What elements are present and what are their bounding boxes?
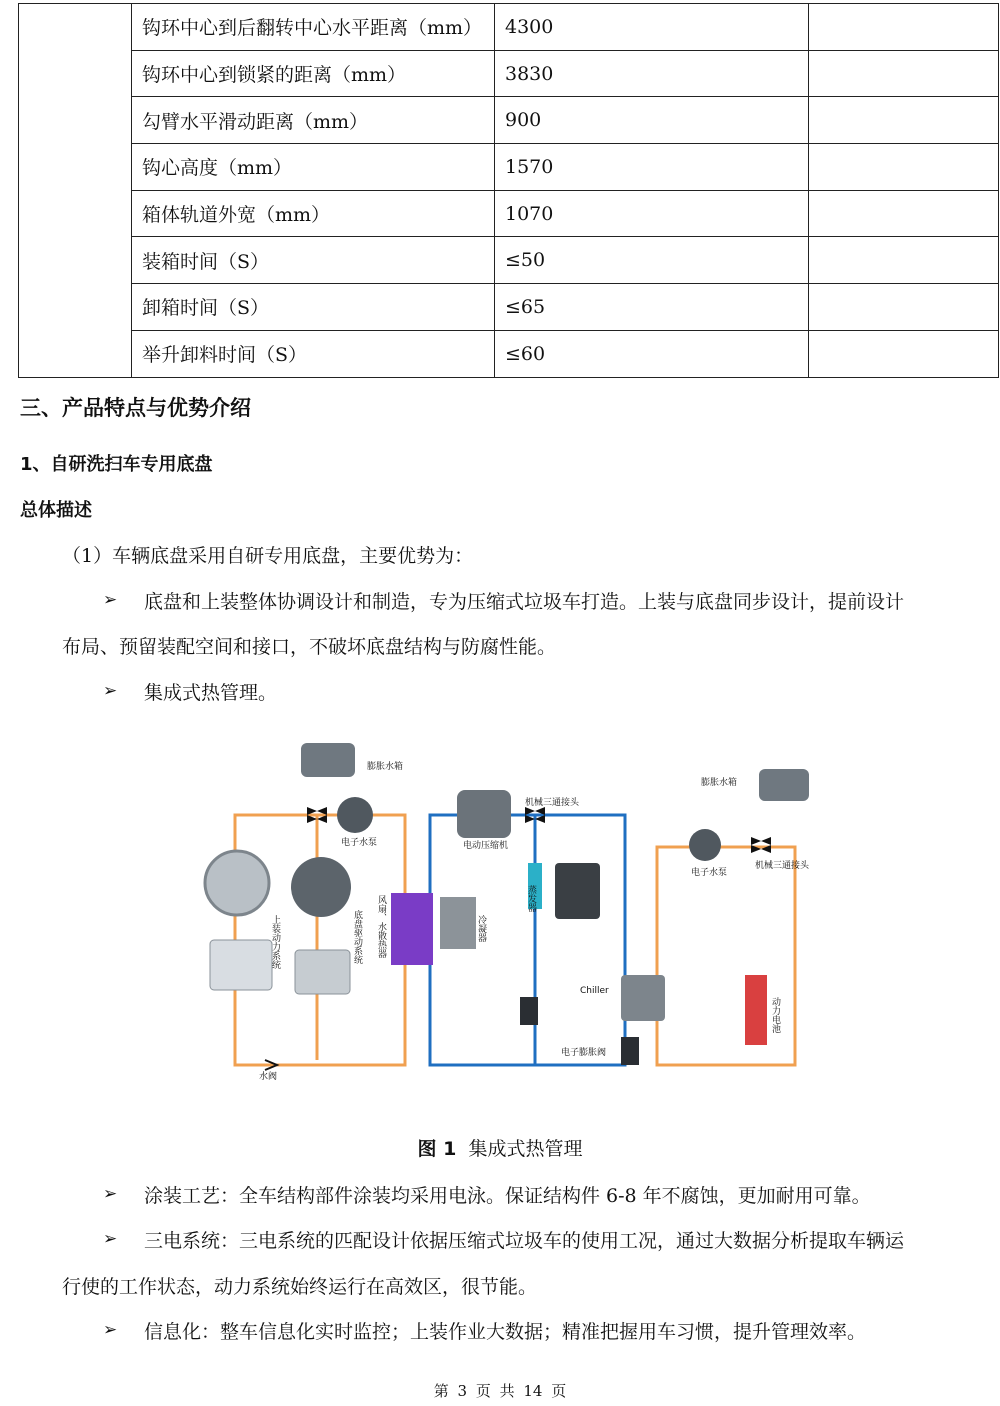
bullet-marker: ➢ [103, 1229, 118, 1249]
fan-radiator-icon [391, 893, 433, 965]
spec-table [18, 3, 999, 378]
label-evaporator: 蒸发器 [526, 885, 536, 912]
spec-value: ≤65 [495, 284, 809, 331]
pump-icon [337, 797, 373, 833]
label-pump-2: 电子水泵 [691, 868, 728, 878]
spec-label: 举升卸料时间（S） [132, 330, 495, 377]
spec-table-body [19, 4, 999, 378]
spec-label: 装箱时间（S） [132, 237, 495, 284]
bullet-5-line-1: 信息化：整车信息化实时监控；上装作业大数据；精准把握用车习惯，提升管理效率。 [144, 1321, 867, 1343]
overview-title: 总体描述 [20, 500, 92, 521]
figure-number: 图 1 [417, 1138, 457, 1160]
spec-note [809, 237, 999, 284]
spec-row [19, 4, 999, 51]
spec-row [19, 50, 999, 97]
bullet-marker: ➢ [103, 681, 118, 701]
bullet-1-line-2: 布局、预留装配空间和接口，不破坏底盘结构与防腐性能。 [62, 636, 557, 658]
label-compressor: 电动压缩机 [463, 841, 509, 851]
page-footer: 第 3 页 共 14 页 [433, 1382, 567, 1400]
condenser-icon [440, 897, 476, 949]
spec-value: ≤50 [495, 237, 809, 284]
expansion-tank-icon [759, 769, 809, 801]
expansion-tank-icon [301, 743, 355, 777]
label-expansion-tank-2: 膨胀水箱 [701, 778, 738, 788]
spec-value: 1570 [495, 144, 809, 191]
figure-caption-text: 集成式热管理 [468, 1138, 583, 1160]
figure-caption [0, 1134, 1000, 1161]
bullet-1-line-1: 底盘和上装整体协调设计和制造，专为压缩式垃圾车打造。上装与底盘同步设计，提前设计 [144, 591, 905, 613]
spec-row [19, 237, 999, 284]
bullet-marker: ➢ [103, 590, 118, 610]
spec-label: 箱体轨道外宽（mm） [132, 190, 495, 237]
thermal-management-diagram [195, 735, 825, 1095]
spec-label: 钩环中心到锁紧的距离（mm） [132, 50, 495, 97]
label-battery: 动力电池 [770, 997, 780, 1033]
label-pump-1: 电子水泵 [341, 838, 378, 848]
label-tee-1: 机械三通接头 [525, 798, 580, 808]
spec-row [19, 97, 999, 144]
spec-value: 4300 [495, 4, 809, 51]
spec-value: 1070 [495, 190, 809, 237]
spec-note [809, 330, 999, 377]
bullet-marker: ➢ [103, 1184, 118, 1204]
evaporator-unit-icon [555, 863, 600, 919]
label-fan-radiator: 风扇、水散热器 [376, 895, 386, 958]
spec-value: 900 [495, 97, 809, 144]
chiller-icon [621, 975, 665, 1021]
expansion-valve-icon [520, 997, 538, 1025]
spec-row [19, 144, 999, 191]
pump-icon [689, 829, 721, 861]
spec-label: 钩心高度（mm） [132, 144, 495, 191]
intro-paragraph: （1）车辆底盘采用自研专用底盘，主要优势为： [62, 545, 474, 567]
spec-note [809, 284, 999, 331]
battery-icon [745, 975, 767, 1045]
expansion-valve-icon [621, 1037, 639, 1065]
section-title: 三、产品特点与优势介绍 [20, 396, 251, 420]
motor-icon [205, 851, 269, 915]
spec-note [809, 190, 999, 237]
bullet-3-line-1: 涂装工艺：全车结构部件涂装均采用电泳。保证结构件 6-8 年不腐蚀，更加耐用可靠。 [144, 1185, 871, 1207]
spec-label: 卸箱时间（S） [132, 284, 495, 331]
spec-row [19, 190, 999, 237]
label-chiller: Chiller [580, 986, 609, 996]
bullet-4-line-1: 三电系统：三电系统的匹配设计依据压缩式垃圾车的使用工况，通过大数据分析提取车辆运 [144, 1230, 905, 1252]
controller-icon [295, 950, 350, 994]
spec-note [809, 50, 999, 97]
spec-note [809, 144, 999, 191]
spec-note [809, 97, 999, 144]
spec-row [19, 330, 999, 377]
label-chassis-drive: 底盘驱动系统 [352, 910, 362, 964]
spec-label: 勾臂水平滑动距离（mm） [132, 97, 495, 144]
spec-group-cell [19, 4, 132, 378]
spec-label: 钩环中心到后翻转中心水平距离（mm） [132, 4, 495, 51]
spec-value: 3830 [495, 50, 809, 97]
tee-valve-icon [751, 837, 771, 853]
controller-icon [210, 940, 272, 990]
label-expansion-valve: 电子膨胀阀 [561, 1048, 607, 1058]
bullet-marker: ➢ [103, 1320, 118, 1340]
label-condenser: 冷凝器 [476, 915, 486, 942]
bullet-2-line-1: 集成式热管理。 [144, 682, 278, 704]
bullet-4-line-2: 行使的工作状态，动力系统始终运行在高效区，很节能。 [62, 1276, 538, 1298]
compressor-icon [457, 790, 511, 838]
label-expansion-tank-1: 膨胀水箱 [367, 762, 404, 772]
spec-value: ≤60 [495, 330, 809, 377]
label-water-valve: 水阀 [259, 1072, 278, 1082]
subsection-title: 1、自研洗扫车专用底盘 [20, 454, 213, 475]
spec-row [19, 284, 999, 331]
motor-icon [291, 857, 351, 917]
label-upper-power: 上装动力系统 [270, 915, 280, 969]
label-tee-2: 机械三通接头 [755, 861, 810, 871]
spec-note [809, 4, 999, 51]
